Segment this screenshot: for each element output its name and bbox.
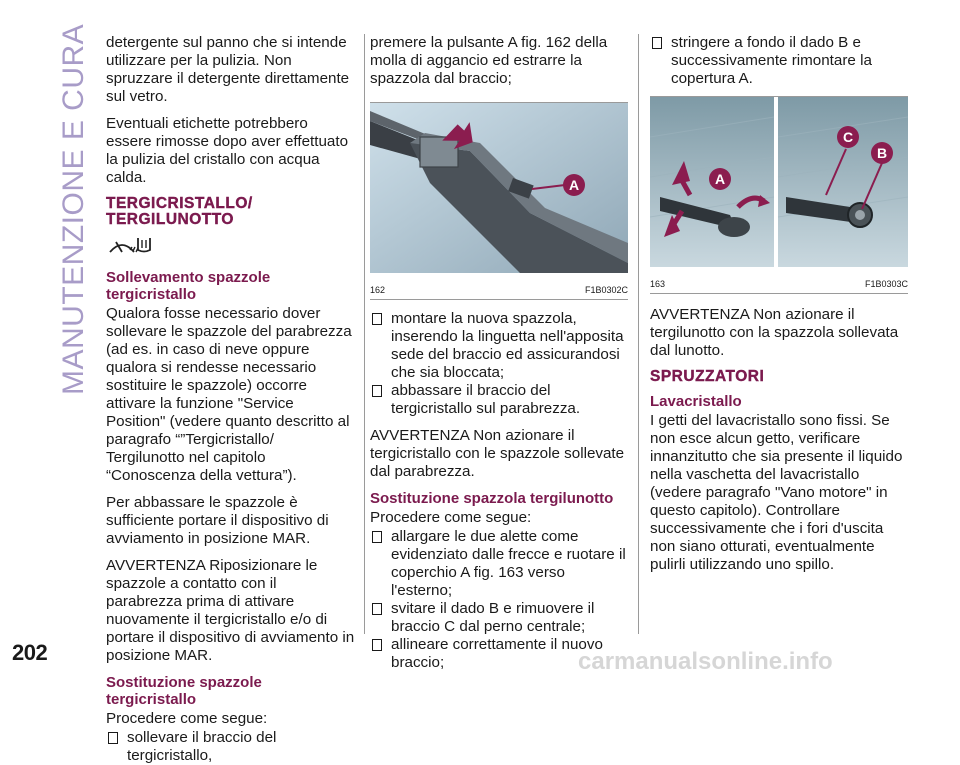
- section-heading-spruzzatori: SPRUZZATORI: [650, 368, 765, 385]
- subheading-sostituzione: Sostituzione spazzole tergicristallo: [106, 674, 262, 708]
- figure-code: F1B0303C: [864, 279, 908, 289]
- figure-label-c: C: [842, 129, 854, 145]
- list-item: svitare il dado B e rimuovere il braccio C dal perno centrale;: [370, 600, 628, 636]
- paragraph: Procedere come segue:: [106, 710, 268, 727]
- figure-number: 163: [650, 279, 666, 289]
- figure-162: [370, 102, 628, 300]
- checkbox-bullet-icon: [372, 603, 382, 615]
- column-divider: [364, 34, 365, 634]
- checkbox-bullet-icon: [372, 313, 382, 325]
- paragraph: Eventuali etichette potrebbero essere rimosse dopo aver effettuato la pulizia del cristallo con acqua calda.: [106, 115, 349, 186]
- paragraph: Qualora fosse necessario dover sollevare le spazzole del parabrezza (ad es. in caso di neve oppure qualora si rendesse necessario sostituire le spazzole) occorre attivare la funzione "Service Position" (vedere quanto descritto al paragrafo “”Tergicristallo/ Tergilunotto nel capitolo “Conoscenza della vettura”).: [106, 305, 352, 484]
- subheading-sollevamento: Sollevamento spazzole tergicristallo: [106, 269, 271, 303]
- warning-paragraph: AVVERTENZA Non azionare il tergicristallo con le spazzole sollevate dal parabrezza.: [370, 427, 625, 480]
- list-item: allargare le due alette come evidenziato dalle frecce e ruotare il coperchio A fig. 163 verso l'esterno;: [370, 528, 628, 600]
- subheading-sostituzione-tergilunotto: Sostituzione spazzola tergilunotto: [370, 490, 614, 507]
- column-divider: [638, 34, 639, 634]
- wiper-blade-illustration: [370, 103, 628, 273]
- list-item: montare la nuova spazzola, inserendo la linguetta nell'apposita sede del braccio ed assicurandosi che sia bloccata;: [370, 310, 628, 382]
- paragraph: I getti del lavacristallo sono fissi. Se non esce alcun getto, verificare innanzitutto che sia presente il liquido nella vaschetta del lavacristallo (vedere paragrafo "Vano motore" in questo capitolo). Controllare successivamente che i fori d'uscita non siano otturati, eventualmente pulirli utilizzando uno spillo.: [650, 412, 903, 573]
- checkbox-bullet-icon: [372, 531, 382, 543]
- list-item: sollevare il braccio del tergicristallo,: [106, 729, 356, 765]
- checkbox-bullet-icon: [372, 639, 382, 651]
- figure-caption: [650, 272, 908, 293]
- section-heading-tergicristallo: TERGICRISTALLO/ TERGILUNOTTO: [106, 195, 253, 228]
- warning-paragraph: AVVERTENZA Riposizionare le spazzole a contatto con il parabrezza prima di attivare nuovamente il tergicristallo e/o di portare il dispositivo di avviamento in posizione MAR.: [106, 557, 355, 664]
- wiper-symbol-icon: [108, 234, 356, 261]
- list-item: stringere a fondo il dado B e successivamente rimontare la copertura A.: [650, 34, 908, 88]
- figure-caption: [370, 278, 628, 299]
- checkbox-bullet-icon: [652, 37, 662, 49]
- paragraph: detergente sul panno che si intende utilizzare per la pulizia. Non spruzzare il detergente direttamente sul vetro.: [106, 34, 350, 105]
- figure-label-a: A: [568, 177, 580, 193]
- watermark: carmanualsonline.info: [578, 648, 833, 675]
- column-2: [370, 34, 628, 672]
- page-number: 202: [12, 640, 48, 665]
- paragraph: premere la pulsante A fig. 162 della molla di aggancio ed estrarre la spazzola dal braccio;: [370, 34, 608, 87]
- column-3: [650, 34, 908, 583]
- figure-number: 162: [370, 285, 386, 295]
- figure-163: [650, 96, 908, 294]
- list-item: allineare correttamente il nuovo braccio;: [370, 636, 628, 672]
- paragraph: Per abbassare le spazzole è sufficiente portare il dispositivo di avviamento in posizione MAR.: [106, 494, 329, 547]
- rear-wiper-illustration: [650, 97, 908, 267]
- column-1: [106, 34, 356, 765]
- section-title-vertical: MANUTENZIONE E CURA: [57, 24, 90, 396]
- list-item: abbassare il braccio del tergicristallo sul parabrezza.: [370, 382, 628, 418]
- checkbox-bullet-icon: [372, 385, 382, 397]
- checkbox-bullet-icon: [108, 732, 118, 744]
- warning-paragraph: AVVERTENZA Non azionare il tergilunotto con la spazzola sollevata dal lunotto.: [650, 306, 899, 359]
- figure-label-b: B: [876, 145, 888, 161]
- figure-code: F1B0302C: [584, 285, 628, 295]
- figure-label-a: A: [714, 171, 726, 187]
- subheading-lavacristallo: Lavacristallo: [650, 393, 742, 410]
- paragraph: Procedere come segue:: [370, 509, 532, 526]
